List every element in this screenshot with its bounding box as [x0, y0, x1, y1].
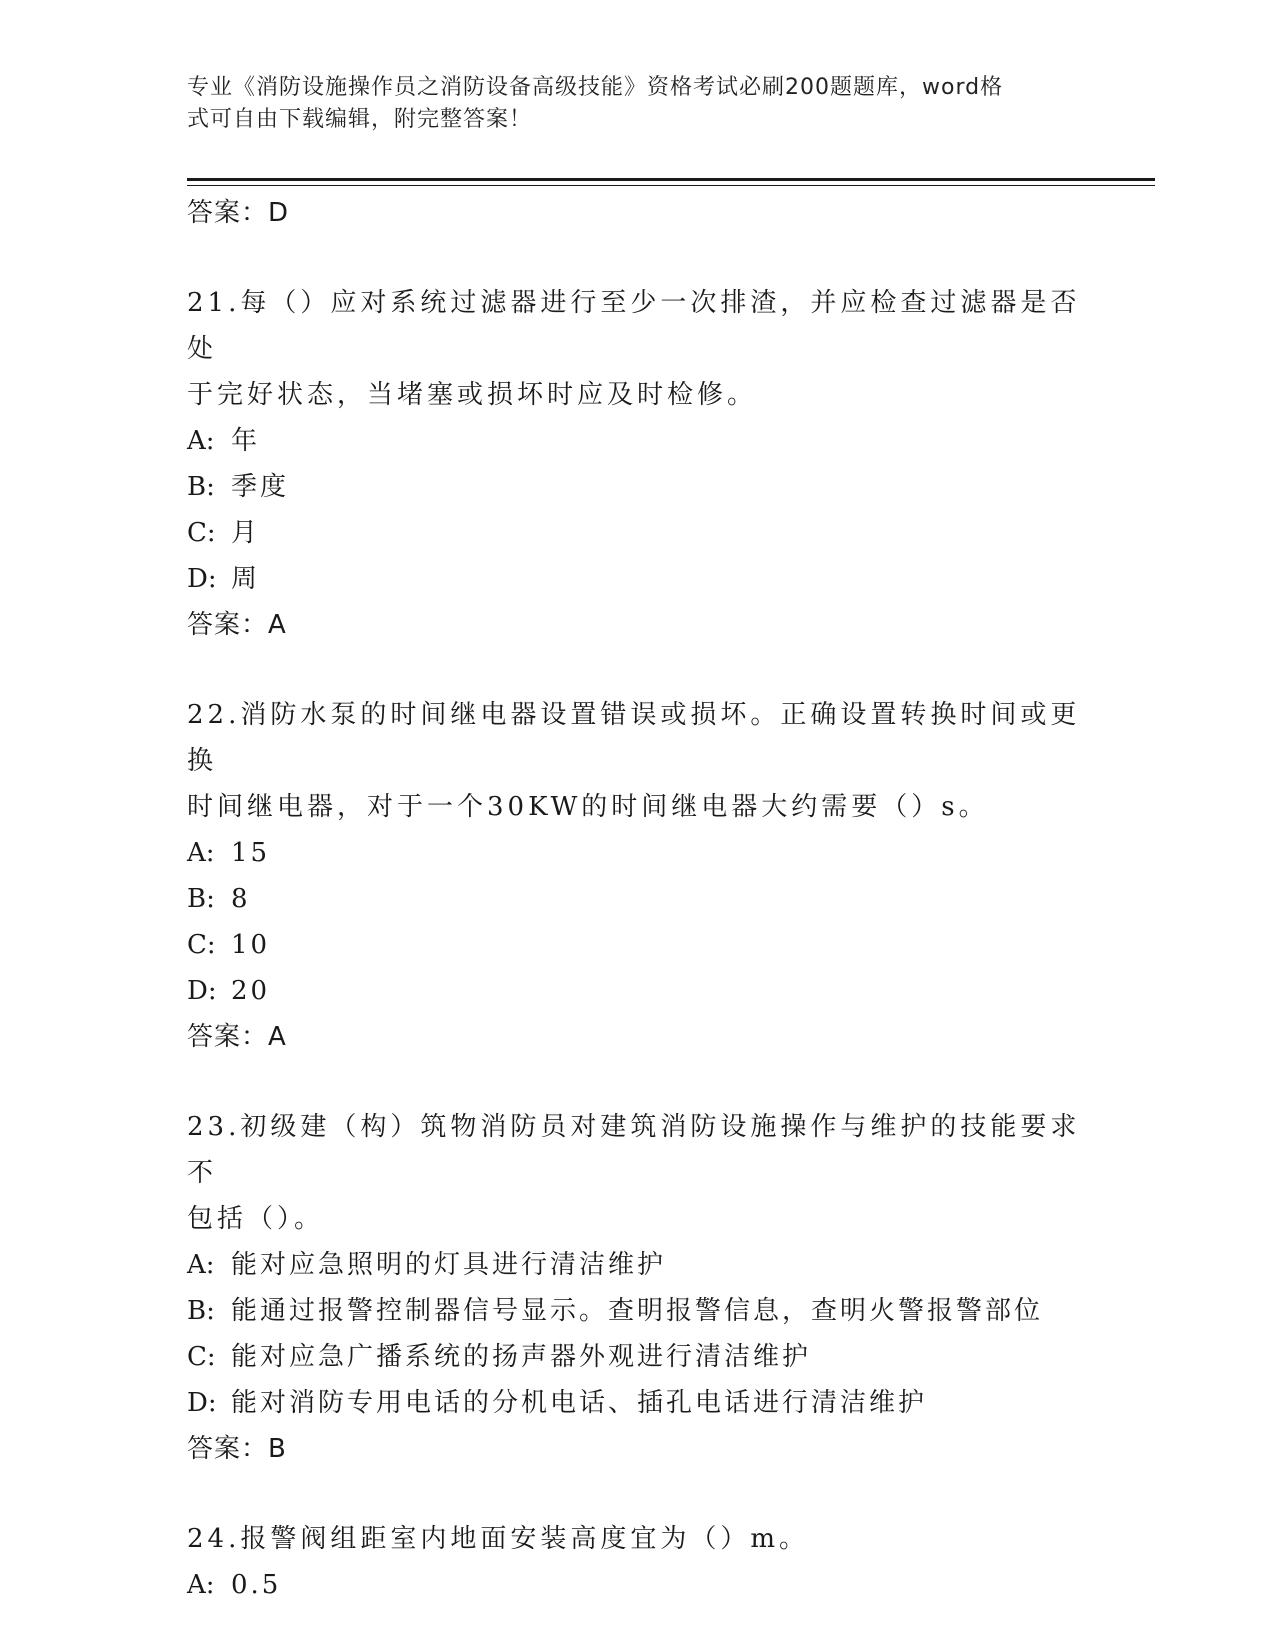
question-stem: 21.每（）应对系统过滤器进行至少一次排渣，并应检查过滤器是否处 于完好状态，当堵塞或损坏时应及时检修。	[187, 288, 1081, 410]
option-c: C: 月	[187, 518, 261, 548]
question-22	[187, 692, 1087, 1060]
header-rule-thick	[187, 178, 1155, 181]
question-stem: 22.消防水泵的时间继电器设置错误或损坏。正确设置转换时间或更换 时间继电器，对于一个30KW的时间继电器大约需要（）s。	[187, 700, 1081, 822]
question-23	[187, 1104, 1087, 1472]
previous-answer: 答案：D	[187, 198, 290, 228]
header-line-1: 专业《消防设施操作员之消防设备高级技能》资格考试必刷200题题库，word格	[187, 75, 1004, 100]
question-stem: 24.报警阀组距室内地面安装高度宜为（）m。	[187, 1524, 810, 1554]
option-c: C: 10	[187, 930, 271, 960]
option-a: A: 15	[187, 838, 271, 868]
option-b: B: 8	[187, 884, 251, 914]
option-a: A: 年	[187, 426, 261, 456]
option-a: A: 0.5	[187, 1570, 282, 1600]
question-list	[187, 190, 1087, 1608]
question-21	[187, 280, 1087, 648]
option-d: D: 周	[187, 564, 261, 594]
option-c: C: 能对应急广播系统的扬声器外观进行清洁维护	[187, 1342, 812, 1372]
answer-line: 答案：A	[187, 610, 287, 640]
option-d: D: 能对消防专用电话的分机电话、插孔电话进行清洁维护	[187, 1388, 928, 1418]
header-line-2: 式可自由下载编辑，附完整答案！	[187, 107, 533, 132]
answer-line: 答案：A	[187, 1022, 287, 1052]
option-d: D: 20	[187, 976, 271, 1006]
question-24	[187, 1516, 1087, 1608]
option-b: B: 能通过报警控制器信号显示。查明报警信息，查明火警报警部位	[187, 1296, 1044, 1326]
option-a: A: 能对应急照明的灯具进行清洁维护	[187, 1250, 667, 1280]
option-b: B: 季度	[187, 472, 290, 502]
header-rule-thin	[187, 185, 1155, 186]
question-stem: 23.初级建（构）筑物消防员对建筑消防设施操作与维护的技能要求不 包括（）。	[187, 1112, 1081, 1234]
answer-line: 答案：B	[187, 1434, 287, 1464]
document-header	[187, 72, 1067, 136]
